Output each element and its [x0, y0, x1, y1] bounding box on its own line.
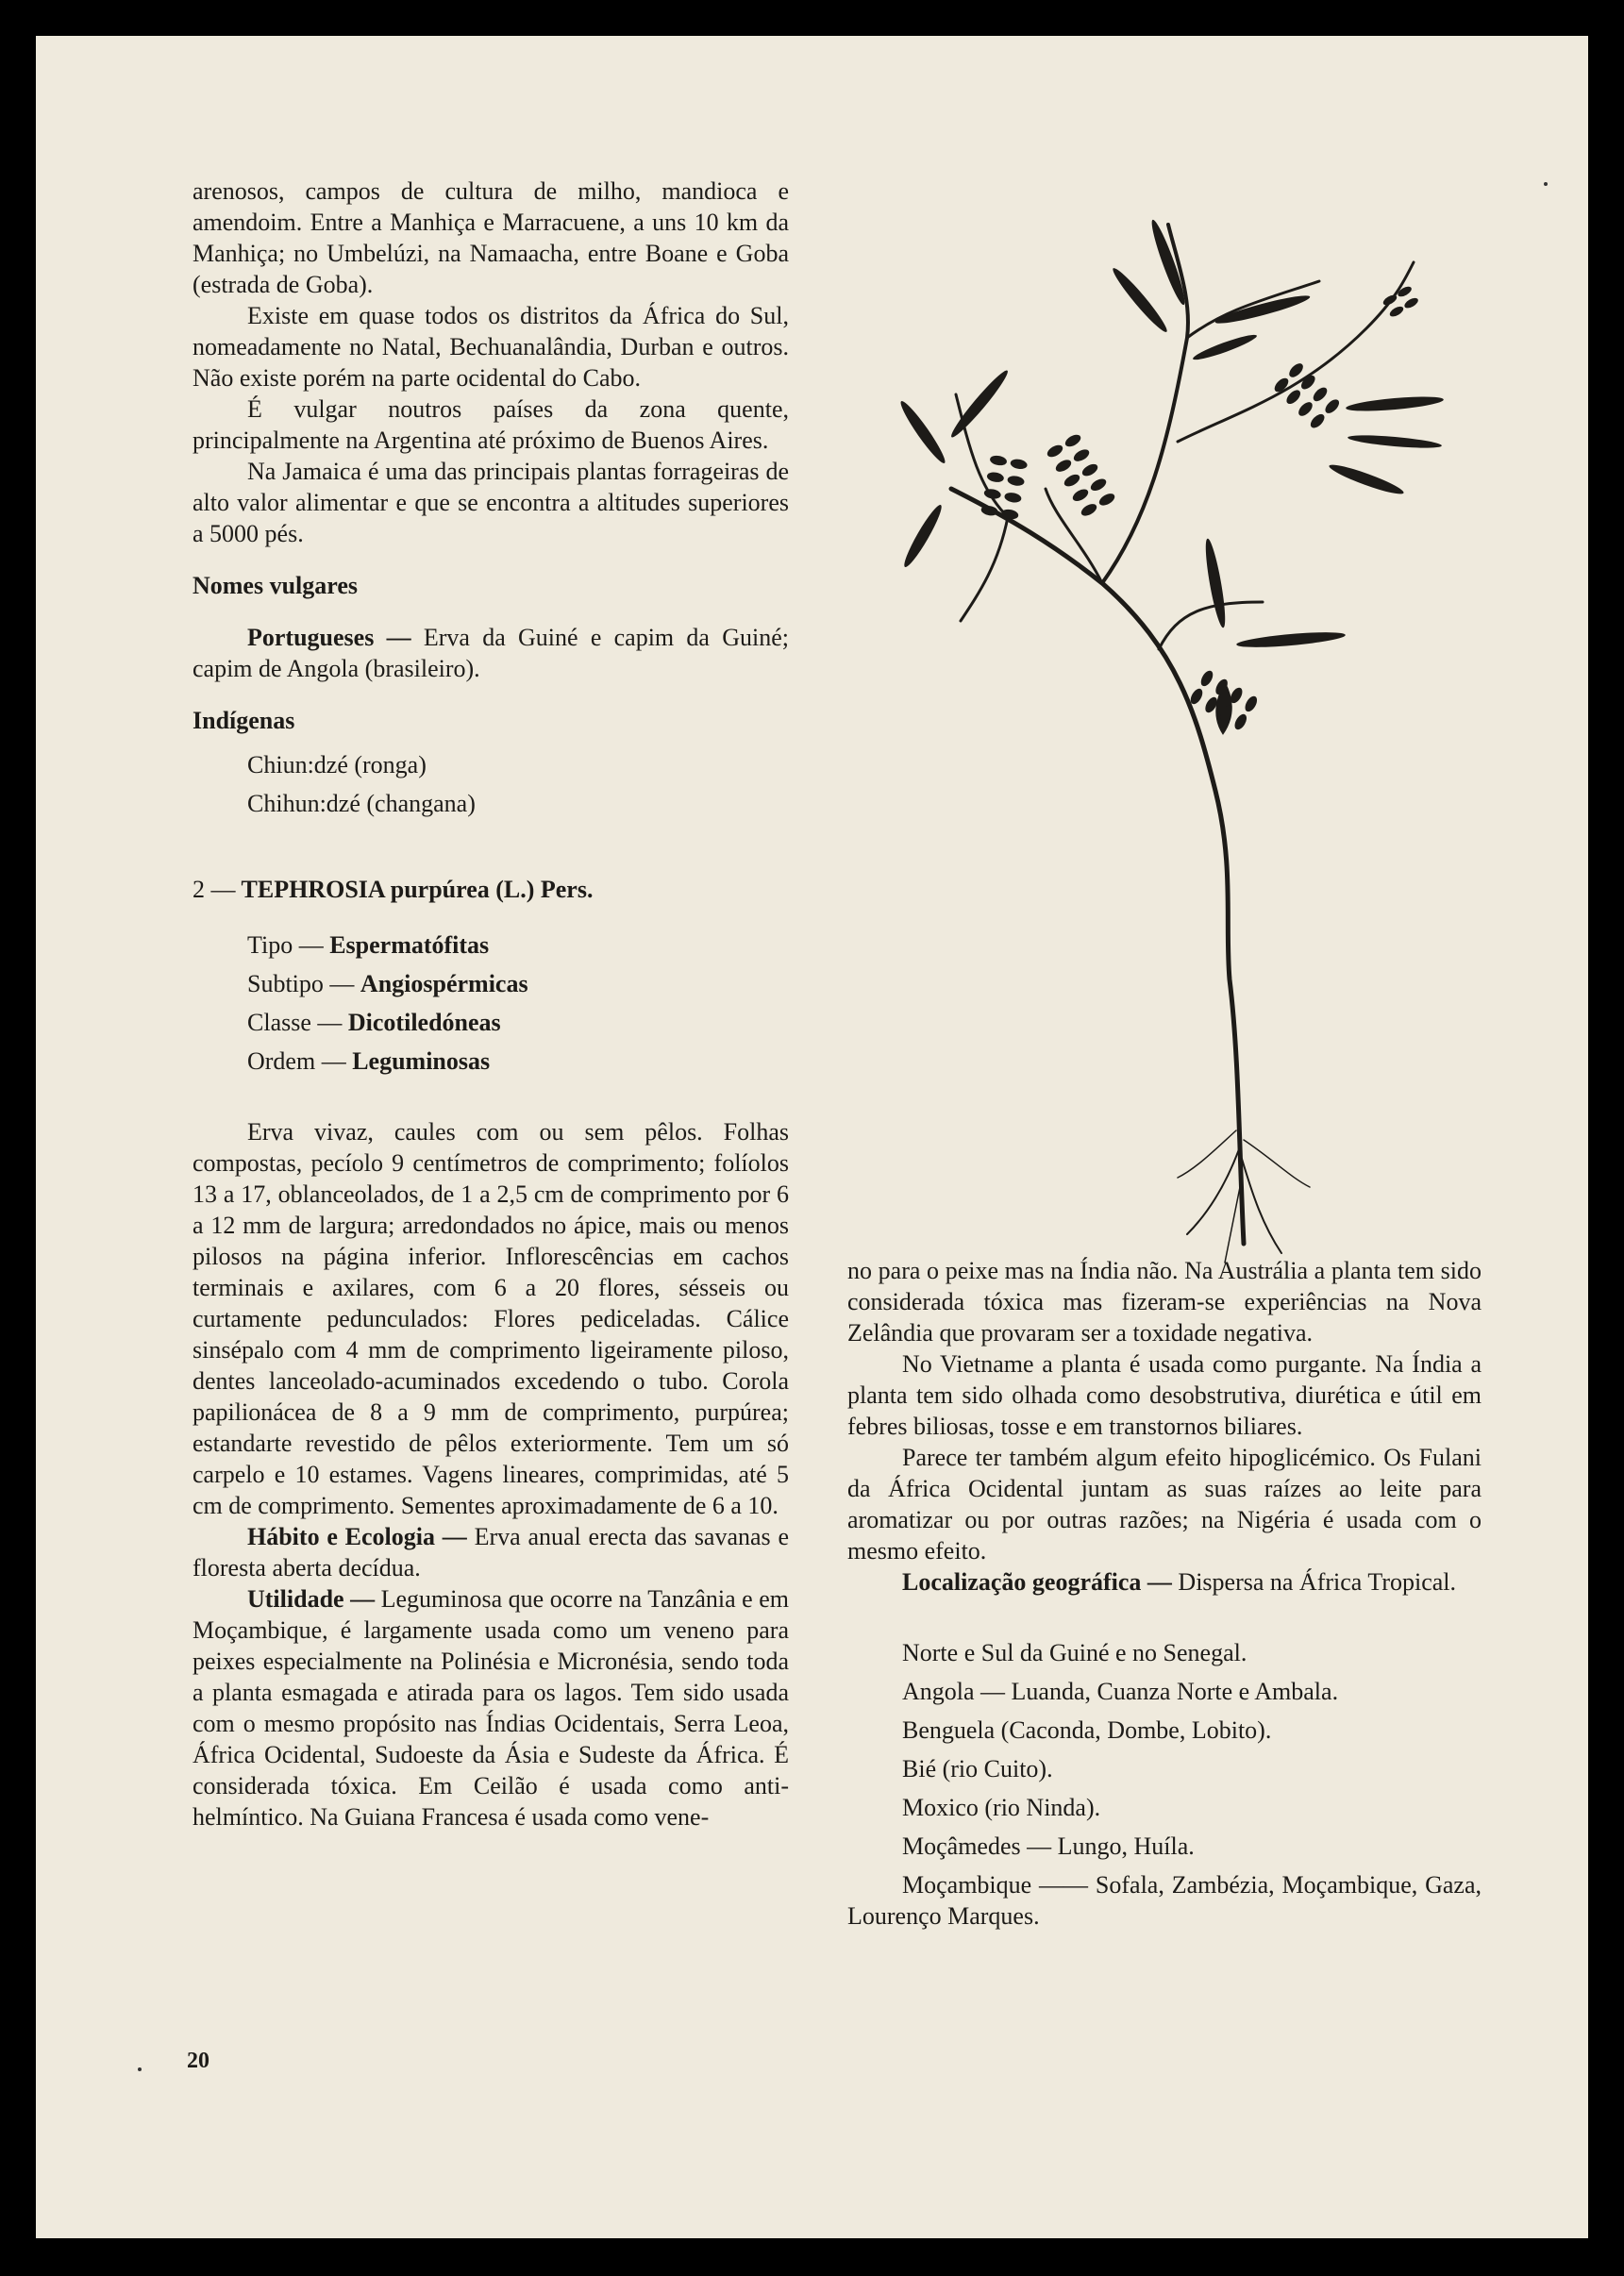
location-item: Moçambique —— Sofala, Zambézia, Moçambique, Gaza, Lourenço Marques.	[847, 1871, 1482, 1930]
description-paragraph: Erva vivaz, caules com ou sem pêlos. Folhas compostas, pecíolo 9 centímetros de comprimento; folíolos 13 a 17, oblanceolados, de 1 a 2,5 cm de comprimento por 6 a 12 mm de largura; arredondados no ápice, mais ou menos pilosos na página inferior. Inflorescências em cachos terminais e axilares, com 6 a 20 flores, sésseis ou curtamente pedunculados: Flores pediceladas. Cálice sinsépalo com 4 mm de comprimento ligeiramente piloso, dentes lanceolado-acuminados excedendo o tubo. Corola papilionácea de 8 a 9 mm de comprimento, purpúrea; estandarte revestido de pêlos exteriormente. Tem um só carpelo e 10 estames. Vagens lineares, comprimidas, até 5 cm de comprimento. Sementes aproximadamente de 6 a 10.	[193, 1118, 789, 1519]
taxonomy-subtipo	[193, 964, 789, 1003]
plant-illustration	[866, 206, 1470, 1272]
taxonomy-tipo	[193, 926, 789, 964]
paragraph-habito	[193, 1521, 789, 1583]
right-column	[847, 1255, 1482, 1932]
location-item: Bié (rio Cuito).	[902, 1755, 1053, 1782]
text-utilidade: Leguminosa que ocorre na Tanzânia e em Moçambique, é largamente usada como um veneno para peixes especialmente na Polinésia e Micronésia, sendo toda a planta esmagada e atirada para os lagos. Tem sido usada com o mesmo propósito nas Índias Ocidentais, Serra Leoa, África Ocidental, Sudoeste da Ásia e Sudeste da África. É considerada tóxica. Em Ceilão é usada como anti-helmíntico. Na Guiana Francesa é usada como vene-	[193, 1585, 789, 1831]
location-item: Angola — Luanda, Cuanza Norte e Ambala.	[902, 1678, 1339, 1705]
label-habito: Hábito e Ecologia —	[247, 1523, 467, 1550]
left-column	[193, 176, 789, 1833]
indigenous-name: Chihun:dzé (changana)	[247, 790, 476, 817]
paragraph-localizacao	[847, 1566, 1482, 1598]
species-name: TEPHROSIA purpúrea (L.) Pers.	[241, 876, 594, 903]
section-heading-indigenas: Indígenas	[193, 707, 295, 734]
speck	[1544, 182, 1548, 186]
taxonomy-ordem	[193, 1042, 789, 1080]
text-habito: Erva anual erecta das savanas e floresta aberta decídua.	[193, 1523, 789, 1581]
location-item: Moxico (rio Ninda).	[902, 1794, 1101, 1821]
location-item: Benguela (Caconda, Dombe, Lobito).	[902, 1716, 1272, 1744]
species-number: 2 —	[193, 876, 236, 903]
document-page	[36, 36, 1588, 2238]
label-utilidade: Utilidade —	[247, 1585, 376, 1613]
paragraph: Existe em quase todos os distritos da África do Sul, nomeadamente no Natal, Bechuanalândia, Durban e outros. Não existe porém na parte ocidental do Cabo.	[193, 302, 789, 392]
location-item: Moçâmedes — Lungo, Huíla.	[902, 1833, 1195, 1860]
taxonomy-value: Leguminosas	[352, 1047, 491, 1075]
taxonomy-label: Tipo —	[247, 931, 330, 959]
paragraph-portugueses	[193, 622, 789, 684]
paragraph: É vulgar noutros países da zona quente, principalmente na Argentina até próximo de Buenos Aires.	[193, 395, 789, 454]
taxonomy-label: Ordem —	[247, 1047, 353, 1075]
speck	[138, 2067, 142, 2071]
indigenous-name: Chiun:dzé (ronga)	[247, 751, 427, 778]
species-title	[193, 874, 789, 905]
paragraph-utilidade	[193, 1583, 789, 1833]
paragraph: No Vietname a planta é usada como purgante. Na Índia a planta tem sido olhada como desobstrutiva, diurética e útil em febres biliosas, tosse e em transtornos biliares.	[847, 1350, 1482, 1440]
taxonomy-label: Classe —	[247, 1009, 348, 1036]
taxonomy-value: Espermatófitas	[329, 931, 490, 959]
taxonomy-classe	[193, 1003, 789, 1042]
text-portugueses: Erva da Guiné e capim da Guiné; capim de Angola (brasileiro).	[193, 624, 789, 682]
paragraph: Na Jamaica é uma das principais plantas forrageiras de alto valor alimentar e que se encontra a altitudes superiores a 5000 pés.	[193, 458, 789, 547]
taxonomy-value: Angiospérmicas	[360, 970, 528, 997]
taxonomy-label: Subtipo —	[247, 970, 360, 997]
section-heading-nomes-vulgares: Nomes vulgares	[193, 572, 359, 599]
page-number: 20	[187, 2049, 209, 2073]
taxonomy-value: Dicotiledóneas	[347, 1009, 501, 1036]
label-portugueses: Portugueses —	[247, 624, 411, 651]
text-localizacao: Dispersa na África Tropical.	[1171, 1568, 1457, 1596]
location-item: Norte e Sul da Guiné e no Senegal.	[902, 1639, 1247, 1666]
paragraph: Parece ter também algum efeito hipoglicémico. Os Fulani da África Ocidental juntam as suas raízes ao leite para aromatizar ou por outras razões; na Nigéria é usada com o mesmo efeito.	[847, 1444, 1482, 1565]
paragraph: no para o peixe mas na Índia não. Na Austrália a planta tem sido considerada tóxica mas fizeram-se experiências na Nova Zelândia que provaram ser a toxidade negativa.	[847, 1257, 1482, 1347]
paragraph: arenosos, campos de cultura de milho, mandioca e amendoim. Entre a Manhiça e Marracuene, a uns 10 km da Manhiça; no Umbelúzi, na Namaacha, entre Boane e Goba (estrada de Goba).	[193, 177, 789, 298]
label-localizacao: Localização geográfica —	[902, 1568, 1172, 1596]
